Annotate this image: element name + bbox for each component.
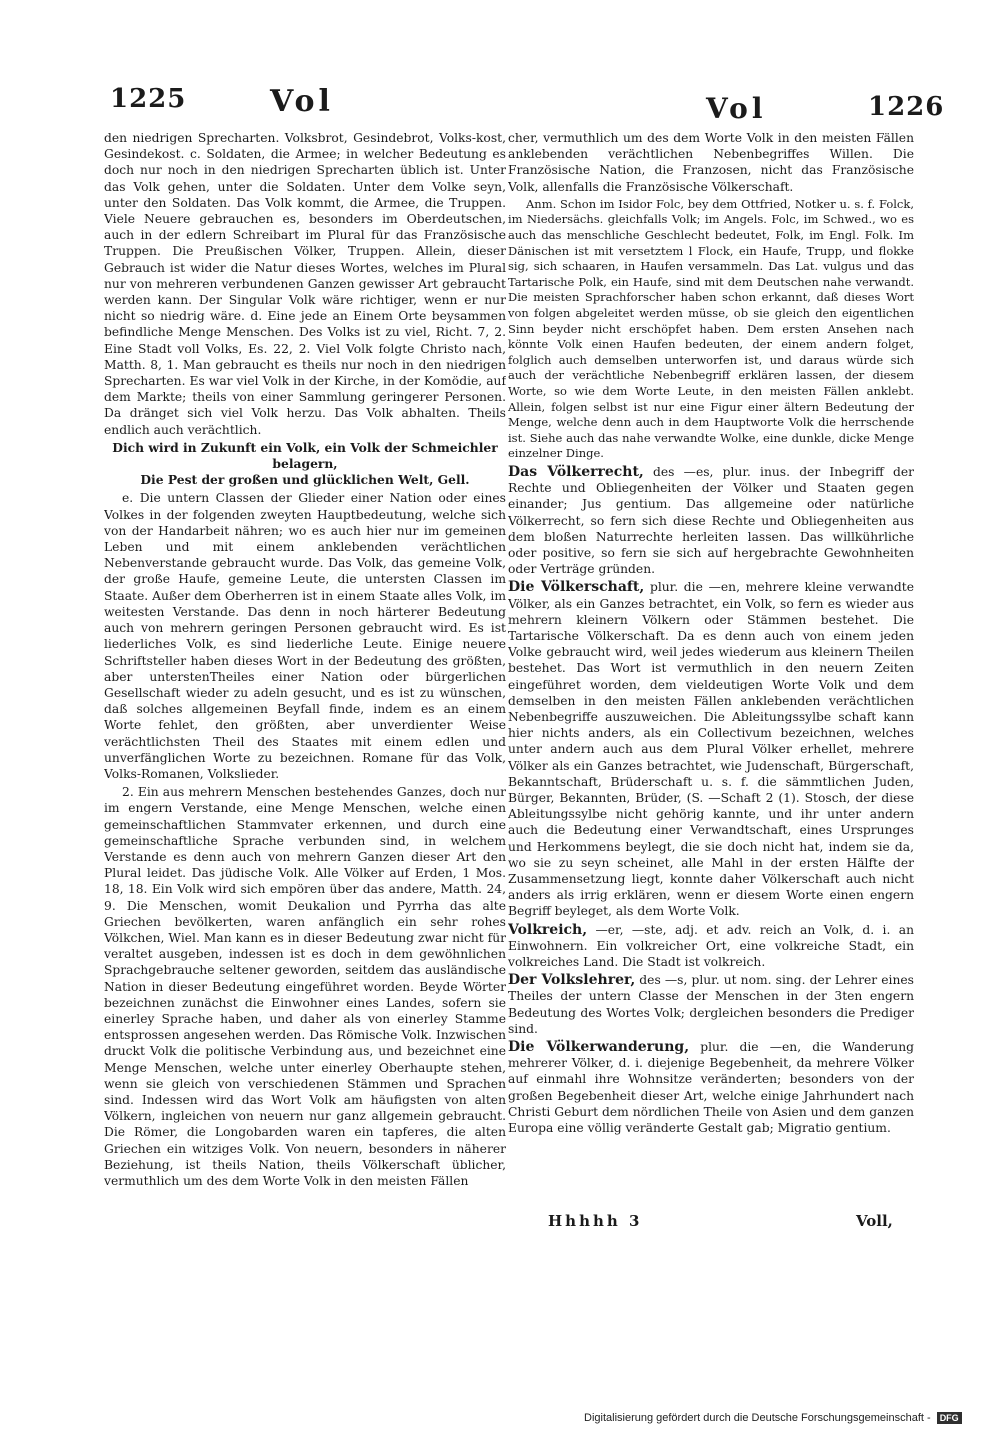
entry-body: —er, —ste, adj. et adv. reich an Volk, d. i. an Einwohnern. Ein volkreicher Ort, eine volkreiche Stadt, ein volkreiches Land. Die Stadt ist volkreich. bbox=[508, 922, 914, 969]
entry-headword: Die Völkerwanderung, bbox=[508, 1039, 690, 1056]
page-header bbox=[0, 84, 1000, 124]
catchword: Voll, bbox=[856, 1212, 893, 1230]
left-column bbox=[104, 130, 506, 1234]
printer-signature: Hhhhh 3 bbox=[548, 1212, 643, 1230]
entry-headword: Das Völkerrecht, bbox=[508, 463, 644, 480]
dictionary-entry bbox=[508, 922, 914, 971]
paragraph: 2. Ein aus mehrern Menschen bestehendes Ganzes, doch nur im engern Verstande, eine Menge Menschen, welche einen gemeinschaftlichen Stammvater erkennen, und durch eine gemeinschaftliche Sprache verbunden sind, in welchem Verstande es denn auch von mehrern Ganzen dieser Art den Plural leidet. Das jüdische Volk. Alle Völker auf Erden, 1 Mos. 18, 18. Ein Volk wird sich empören über das andere, Matth. 24, 9. Die Menschen, womit Deukalion und Pyrrha das alte Griechen bevölkerten, waren anfänglich ein sehr rohes Völkchen, Wiel. Man kann es in dieser Bedeutung zwar nicht für veraltet ausgeben, indessen ist es doch in dem gewöhnlichen Sprachgebrauche seltener geworden, seitdem das ausländische Nation in dieser Bedeutung eingeführet worden. Beyde Wörter bezeichnen zunächst die Einwohner eines Landes, sofern sie einerley Sprache haben, und daher als von einerley Stamme entsprossen angesehen werden. Das Römische Volk. Inzwischen druckt Volk die politische Verbindung aus, und bezeichnet eine Menge Menschen, welche unter einerley Oberhaupte stehen, wenn sie gleich von verschiedenen Stämmen und Sprachen sind. Indessen wird das Wort Volk am häufigsten von alten Völkern, ingleichen von neuern nur ganz allgemein gebraucht. Die Römer, die Longobarden waren ein tapferes, die alten Griechen ein witziges Volk. Von neuern, besonders in näherer Beziehung, ist theils Nation, theils Völkerschaft üblicher, vermuthlich um des dem Worte Volk in den meisten Fällen bbox=[104, 785, 506, 1188]
dictionary-entry bbox=[508, 579, 914, 919]
entry-headword: Die Völkerschaft, bbox=[508, 579, 645, 596]
dfg-logo: DFG bbox=[937, 1412, 962, 1424]
poem-quote: Dich wird in Zukunft ein Volk, ein Volk der Schmeichler belagern, Die Pest der großen und glücklichen Welt, Gell. bbox=[112, 439, 498, 488]
entry-headword: Volkreich, bbox=[508, 921, 588, 938]
running-head-left: Vol bbox=[270, 84, 334, 119]
entry-body: des —s, plur. ut nom. sing. der Lehrer eines Theiles der untern Classe der Menschen in der 3ten engern Bedeutung des Wortes Volk; dergleichen besonders die Prediger sind. bbox=[508, 973, 914, 1036]
page-number-left: 1225 bbox=[110, 84, 187, 114]
paragraph: den niedrigen Sprecharten. Volksbrot, Gesindebrot, Volks-kost, Gesindekost. c. Soldaten, die Armee; in welcher Bedeutung es doch nur noch in den niedrigen Sprecharten üblich ist. Unter das Volk gehen, unter die Soldaten. Unter dem Volke seyn, unter den Soldaten. Das Volk kommt, die Armee, die Truppen. Viele Neuere gebrauchen es, besonders im Oberdeutschen, auch in der edlern Schreibart im Plural für das Französische Truppen. Die Preußischen Völker, Truppen. Allein, dieser Gebrauch ist wider die Natur dieses Wortes, welches im Plural nur von mehreren verbundenen Ganzen gewisser Art gebraucht werden kann. Der Singular Volk wäre richtiger, wenn er nur nicht so niedrig wäre. d. Eine jede an Einem Orte beysammen befindliche Menge Menschen. Des Volks ist zu viel, Richt. 7, 2. Eine Stadt voll Volks, Es. 22, 2. Viel Volk folgte Christo nach, Matth. 8, 1. Man gebraucht es theils nur noch in den niedrigen Sprecharten. Es war viel Volk in der Kirche, in der Komödie, auf dem Markte; theils von einer Sammlung geringerer Personen. Da dränget sich viel Volk herzu. Das Volk abhalten. Theils endlich auch verächtlich. bbox=[104, 131, 506, 437]
entry-headword: Der Volkslehrer, bbox=[508, 972, 636, 989]
digitization-footer bbox=[584, 1412, 962, 1424]
page-number-right: 1226 bbox=[868, 92, 945, 122]
dictionary-entry bbox=[508, 972, 914, 1037]
entry-body: des —es, plur. inus. der Inbegriff der Rechte und Obliegenheiten der Völker und Staaten gegen einander; Jus gentium. Das allgemeine oder natürliche Völkerrecht, so fern sich diese Rechte und Obliegenheiten aus dem bloßen Naturrechte herleiten lassen. Das willkührliche oder positive, so fern sie sich auf hergebrachte Gewohnheiten oder Verträge gründen. bbox=[508, 464, 914, 577]
paragraph: cher, vermuthlich um des dem Worte Volk in den meisten Fällen anklebenden verächtlichen Nebenbegriffes Willen. Die Französische Nation, die Franzosen, nicht das Französische Volk, allenfalls die Französische Völkerschaft. bbox=[508, 131, 914, 194]
dictionary-entry bbox=[508, 1039, 914, 1136]
footer-text: Digitalisierung gefördert durch die Deutsche Forschungsgemeinschaft - bbox=[584, 1412, 931, 1424]
dictionary-entry bbox=[508, 464, 914, 577]
entry-body: plur. die —en, die Wanderung mehrerer Völker, d. i. diejenige Begebenheit, da mehrere Völker auf einmahl ihre Wohnsitze veränderten; besonders von der großen Begebenheit dieser Art, welche einige Jahrhundert nach Christi Geburt dem nördlichen Theile von Asien und dem ganzen Europa eine völlig veränderte Gestalt gab; Migratio gentium. bbox=[508, 1040, 914, 1136]
right-column bbox=[508, 130, 914, 1232]
running-head-right: Vol bbox=[706, 92, 767, 125]
annotation-note: Anm. Schon im Isidor Folc, bey dem Ottfried, Notker u. s. f. Folck, im Niedersächs. gleichfalls Volk; im Angels. Folc, im Schwed., wo es auch das menschliche Geschlecht bedeutet, Folk, im Engl. Folk. Im Dänischen ist mit versetztem l Flock, ein Haufe, Trupp, und flokke sig, sich schaaren, in Haufen versammeln. Das Lat. vulgus und das Tartarische Polk, ein Haufe, sind mit dem Deutschen nahe verwandt. Die meisten Sprachforscher haben schon erkannt, daß dieses Wort von folgen abgeleitet werden müsse, ob sie gleich den eigentlichen Sinn beyder nicht erschöpfet haben. Dem ersten Ansehen nach könnte Volk einen Haufen bedeuten, der einem andern folget, folglich auch demselben unterworfen ist, und daraus würde sich auch der verächtliche Nebenbegriff erklären lassen, der diesem Worte, so wie dem Worte Leute, in den meisten Fällen anklebt. Allein, folgen selbst ist nur eine Figur einer ältern Bedeutung der Menge, welche denn auch in dem Hauptworte Volk die herrschende ist. Siehe auch das nahe verwandte Wolke, eine dunkle, dicke Menge einzelner Dinge. bbox=[508, 196, 914, 461]
paragraph: e. Die untern Classen der Glieder einer Nation oder eines Volkes in der folgenden zweyten Hauptbedeutung, welche sich von der Handarbeit nähren; wo es auch hier nur im gemeinen Leben und mit einem anklebenden verächtlichen Nebenverstande gebraucht wurde. Das Volk, das gemeine Volk, der große Haufe, gemeine Leute, die untersten Classen im Staate. Außer dem Oberherren ist in einem Staate alles Volk, im weitesten Verstande. Das denn in noch härterer Bedeutung auch von mehrern geringen Personen gebraucht wird. Es ist liederliches Volk, es sind liederliche Leute. Einige neuere Schriftsteller haben dieses Wort in der Bedeutung des größten, aber unterstenTheiles einer Nation oder bürgerlichen Gesellschaft wieder zu adeln gesucht, und es ist zu wünschen, daß solches allgemeinen Beyfall finde, indem es an einem Worte fehlet, den größten, aber unverdienter Weise verächtlichsten Theil des Staates mit einem edlen und unverfänglichen Worte zu bezeichnen. Romane für das Volk, Volks-Romanen, Volkslieder. bbox=[104, 491, 506, 781]
entry-body: plur. die —en, mehrere kleine verwandte Völker, als ein Ganzes betrachtet, ein Volk, so fern es wieder aus mehrern kleinern Völkern oder Stämmen bestehet. Die Tartarische Völkerschaft. Da es denn auch von einem jeden Volke gebraucht wird, weil jedes wiederum aus kleinern Theilen bestehet. Das Wort ist vermuthlich in den neuern Zeiten eingeführet worden, dem vieldeutigen Worte Volk und dem demselben in den meisten Fällen anklebenden verächtlichen Nebenbegriffe auszuweichen. Die Ableitungssylbe schaft kann hier nichts anders, als ein Collectivum bezeichnen, welches unter andern auch aus dem Plural Völker erhellet, mehrere Völker als ein Ganzes betrachtet, wie Judenschaft, Bürgerschaft, Bekanntschaft, Brüderschaft u. s. f. die sämmtlichen Juden, Bürger, Bekannten, Brüder, (S. —Schaft 2 (1). Stosch, der diese Ableitungssylbe nicht gehörig kannte, und ihr unter andern auch die Bedeutung einer Verwandtschaft, eines Ursprunges und Herkommens beylegt, die sie doch nicht hat, indem sie da, wo sie zu seyn scheinet, alle Mahl in der ersten Hälfte der Zusammensetzung liegt, konnte daher Völkerschaft auch nicht anders als irrig erklären, wenn er diesem Worte einen engern Begriff beyleget, als dem Worte Volk. bbox=[508, 580, 914, 919]
